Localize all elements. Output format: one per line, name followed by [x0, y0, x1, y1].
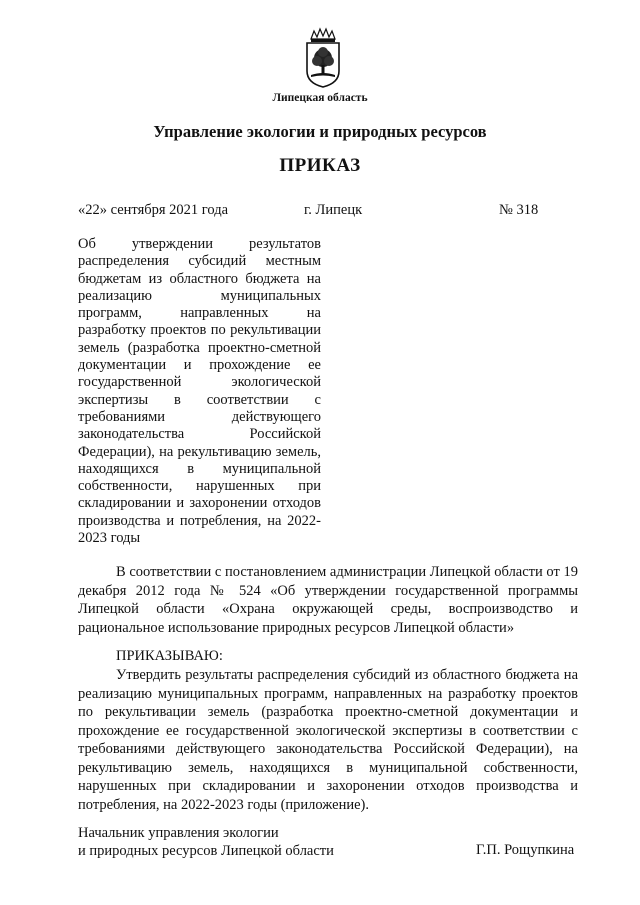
document-date: «22» сентября 2021 года [78, 202, 229, 218]
region-name: Липецкая область [272, 92, 368, 104]
document-number: № 318 [499, 202, 539, 218]
organization-name: Управление экологии и природных ресурсов [153, 122, 487, 141]
document-type-title: ПРИКАЗ [279, 155, 361, 176]
signatory-position-line1: Начальник управления экологии [78, 825, 279, 841]
document-subject: Об утверждении результатов распределения субсидий местным бюджетам из областного бюджета на реализацию муниципальных программ, направленных на разработку проектов по рекультивации земель (разработка проектно-сметной документации и прохождение ее государственной экологической экспертизы в соответствии с требованиями действующего законодательства Российской Федерации), на рекультивацию земель, находящихся в муниципальной собственности, нарушенных при складировании и захоронении отходов производства и потребления, на 2022-2023 годы [78, 236, 321, 547]
document-city: г. Липецк [304, 202, 363, 218]
signatory-name: Г.П. Рощупкина [476, 842, 575, 858]
signatory-position-line2: и природных ресурсов Липецкой области [78, 843, 334, 859]
preamble-paragraph: В соответствии с постановлением администрации Липецкой области от 19 декабря 2012 года № 524 «Об утверждении государственной программы Липецкой области «Охрана окружающей среды, воспроизводство и рациональное использование природных ресурсов Липецкой области» [78, 564, 578, 636]
order-paragraph: Утвердить результаты распределения субсидий из областного бюджета на реализацию муниципальных программ, направленных на разработку проектов по рекультивации земель (разработка проектно-сметной документации и прохождение ее государственной экологической экспертизы в соответствии с требованиями действующего законодательства Российской Федерации), на рекультивацию земель, находящихся в муниципальной собственности, нарушенных при складировании и захоронении отходов производства и потребления, на 2022-2023 годы (приложение). [78, 667, 578, 813]
lipetsk-coat-of-arms-icon [303, 27, 343, 89]
order-keyword: ПРИКАЗЫВАЮ: [116, 648, 223, 664]
signatory-position [78, 824, 334, 860]
